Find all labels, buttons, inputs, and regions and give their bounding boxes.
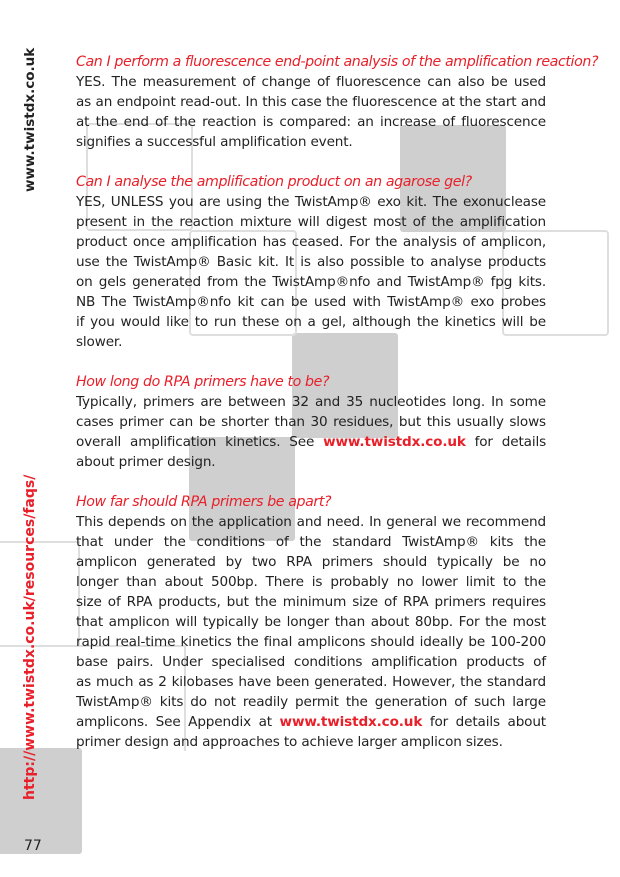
website-link[interactable]: www.twistdx.co.uk <box>279 714 423 730</box>
answer-line: rapid real-time kinetics the final amplicons should ideally be 100-200 <box>76 634 546 650</box>
answer-line: base pairs. Under specialised conditions amplification products of <box>76 654 546 670</box>
faq-question: Can I perform a fluorescence end-point analysis of the amplification reaction? <box>76 54 599 70</box>
answer-line: NB The TwistAmp®nfo kit can be used with TwistAmp® exo probes <box>76 294 546 310</box>
answer-line: that under the conditions of the standard TwistAmp® kits the <box>76 534 546 550</box>
answer-line: on gels generated from the TwistAmp®nfo and TwistAmp® fpg kits. <box>76 274 546 290</box>
answer-line: cases primer can be shorter than 30 residues, but this usually slows <box>76 414 546 430</box>
answer-line: TwistAmp® kits do not readily permit the generation of such large <box>76 694 546 710</box>
answer-line: at the end of the reaction is compared: an increase of fluorescence <box>76 114 546 130</box>
faq-content <box>76 52 599 772</box>
sidebar-site-url[interactable]: www.twistdx.co.uk <box>22 47 38 192</box>
answer-text: amplicons. See Appendix at <box>76 714 280 730</box>
answer-line: present in the reaction mixture will digest most of the amplification <box>76 214 546 230</box>
answer-line: as an endpoint read-out. In this case the fluorescence at the start and <box>76 94 546 110</box>
answer-line: Typically, primers are between 32 and 35 nucleotides long. In some <box>76 394 546 410</box>
answer-line: primer design and approaches to achieve larger amplicon sizes. <box>76 734 503 750</box>
answer-line: YES. The measurement of change of fluorescence can also be used <box>76 74 546 90</box>
answer-text: overall amplification kinetics. See <box>76 434 324 450</box>
decor-line <box>0 541 78 543</box>
answer-line: signifies a successful amplification event. <box>76 134 353 150</box>
faq-question: How far should RPA primers be apart? <box>76 494 332 510</box>
faq-question: Can I analyse the amplification product on an agarose gel? <box>76 174 472 190</box>
answer-line: slower. <box>76 334 123 350</box>
answer-line: YES, UNLESS you are using the TwistAmp® exo kit. The exonuclease <box>76 194 546 210</box>
answer-line: as much as 2 kilobases have been generated. However, the standard <box>76 674 546 690</box>
faq-section <box>76 492 546 752</box>
answer-line: that amplicon will typically be longer than about 80bp. For the most <box>76 614 546 630</box>
answer-line: if you would like to run these on a gel, although the kinetics will be <box>76 314 546 330</box>
answer-line-with-link <box>76 712 546 732</box>
answer-text: for details <box>465 434 546 450</box>
answer-line-with-link <box>76 432 546 452</box>
answer-line: product once amplification has ceased. For the analysis of amplicon, <box>76 234 546 250</box>
faq-section <box>76 52 599 152</box>
answer-text: for details about <box>422 714 546 730</box>
faq-section <box>76 172 546 352</box>
answer-line: about primer design. <box>76 454 216 470</box>
page-number: 77 <box>24 838 42 854</box>
answer-line: This depends on the application and need. In general we recommend <box>76 514 546 530</box>
answer-line: longer than about 500bp. There is probably no lower limit to the <box>76 574 546 590</box>
faq-section <box>76 372 546 472</box>
answer-line: amplicon generated by two RPA primers should typically be no <box>76 554 546 570</box>
website-link[interactable]: www.twistdx.co.uk <box>323 434 466 450</box>
faq-question: How long do RPA primers have to be? <box>76 374 330 390</box>
sidebar-faq-url[interactable]: http://www.twistdx.co.uk/resources/faqs/ <box>22 474 38 800</box>
answer-line: use the TwistAmp® Basic kit. It is also possible to analyse products <box>76 254 546 270</box>
answer-line: size of RPA products, but the minimum size of RPA primers requires <box>76 594 546 610</box>
